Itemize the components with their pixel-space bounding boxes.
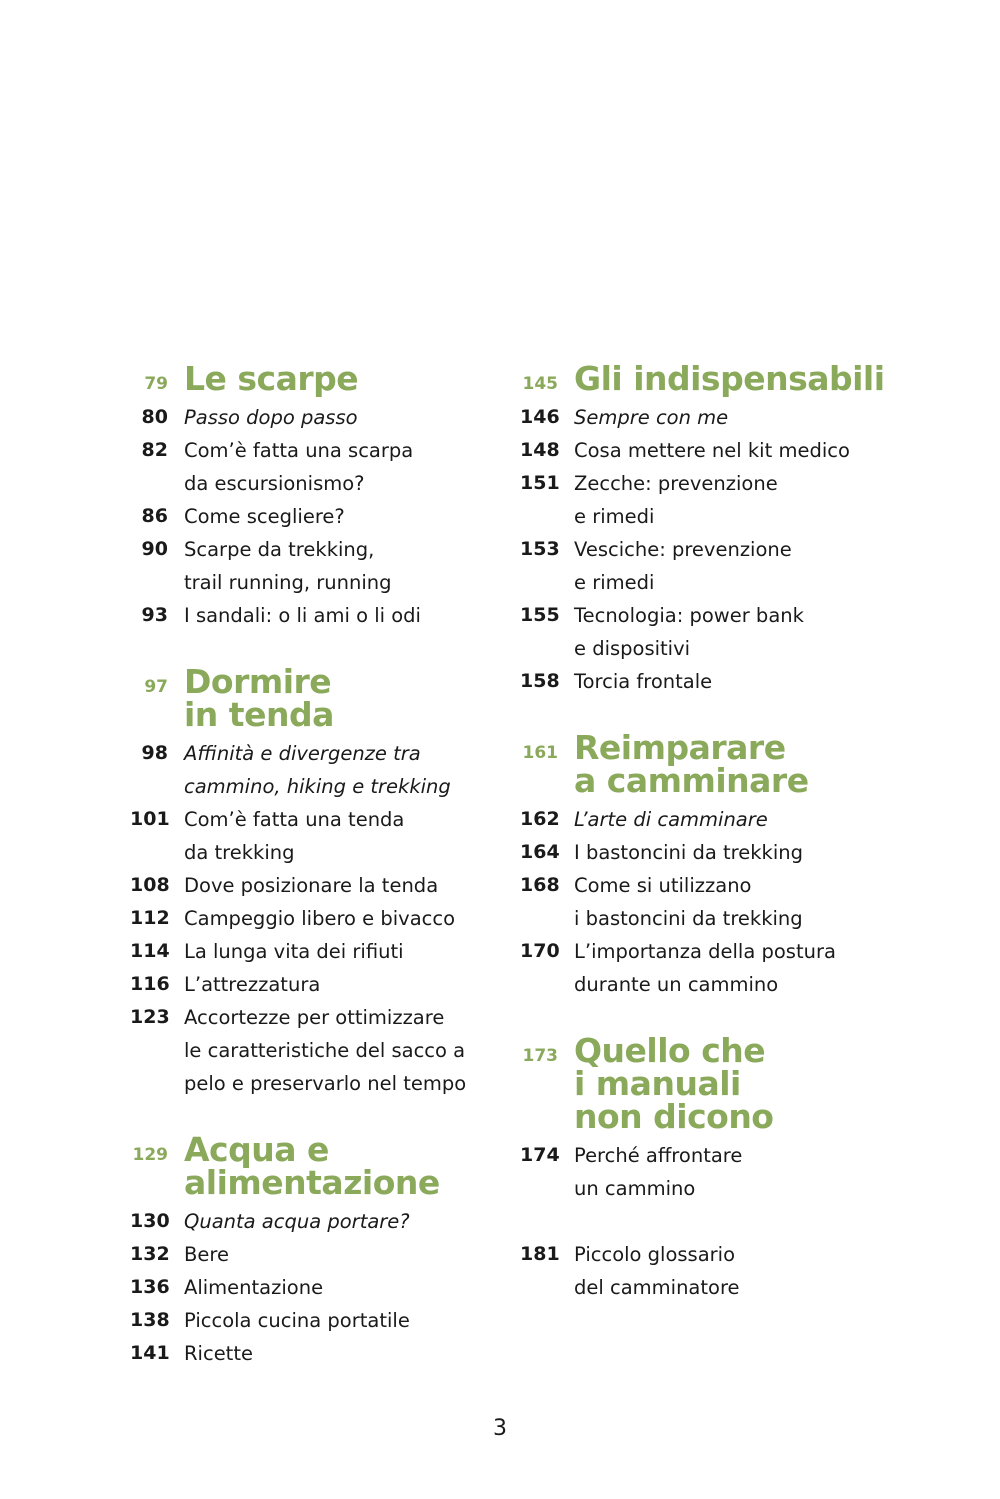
section-title: Acqua e alimentazione bbox=[184, 1130, 440, 1202]
entry-title: Vesciche: prevenzione e rimedi bbox=[574, 538, 792, 594]
entry-page-number: 155 bbox=[520, 604, 560, 626]
section-heading[interactable] bbox=[130, 359, 510, 401]
toc-entry[interactable] bbox=[130, 401, 510, 434]
section-heading[interactable] bbox=[520, 1031, 920, 1139]
toc-section bbox=[520, 1031, 920, 1304]
entry-title: Sempre con me bbox=[574, 406, 729, 429]
toc-entry[interactable] bbox=[130, 1001, 510, 1100]
toc-entry[interactable] bbox=[130, 1238, 510, 1271]
entry-title: Bere bbox=[184, 1243, 229, 1266]
entry-page-number: 123 bbox=[130, 1006, 170, 1028]
toc-entry[interactable] bbox=[520, 467, 920, 533]
entry-page-number: 86 bbox=[141, 505, 168, 527]
spacer bbox=[520, 1205, 920, 1238]
section-page-number: 97 bbox=[144, 677, 168, 697]
entry-title: Accortezze per ottimizzare le caratteristiche del sacco a pelo e preservarlo nel tempo bbox=[184, 1006, 467, 1095]
entry-title: L’importanza della postura durante un cammino bbox=[574, 940, 836, 996]
entry-page-number: 98 bbox=[141, 742, 168, 764]
entry-title: Piccolo glossario del camminatore bbox=[574, 1243, 740, 1299]
section-heading[interactable] bbox=[520, 359, 920, 401]
toc-entry[interactable] bbox=[520, 599, 920, 665]
entry-page-number: 162 bbox=[520, 808, 560, 830]
entry-page-number: 116 bbox=[130, 973, 170, 995]
toc-entry[interactable] bbox=[130, 1337, 510, 1370]
toc-entry[interactable] bbox=[130, 434, 510, 500]
toc-entry[interactable] bbox=[130, 869, 510, 902]
entry-title: Come scegliere? bbox=[184, 505, 345, 528]
entry-title: Perché affrontare un cammino bbox=[574, 1144, 743, 1200]
entry-page-number: 130 bbox=[130, 1210, 170, 1232]
toc-entry[interactable] bbox=[520, 869, 920, 935]
toc-entry[interactable] bbox=[130, 533, 510, 599]
toc-entry[interactable] bbox=[520, 803, 920, 836]
entry-page-number: 148 bbox=[520, 439, 560, 461]
entry-page-number: 108 bbox=[130, 874, 170, 896]
entry-title: Cosa mettere nel kit medico bbox=[574, 439, 850, 462]
entry-title: Campeggio libero e bivacco bbox=[184, 907, 456, 930]
section-page-number: 161 bbox=[522, 743, 558, 763]
entry-title: Affinità e divergenze tra cammino, hiking e trekking bbox=[184, 742, 451, 798]
entry-page-number: 80 bbox=[141, 406, 168, 428]
entry-page-number: 168 bbox=[520, 874, 560, 896]
toc-section bbox=[130, 662, 510, 1100]
entry-title: I sandali: o li ami o li odi bbox=[184, 604, 421, 627]
toc-section bbox=[520, 359, 920, 698]
entry-title: Ricette bbox=[184, 1342, 253, 1365]
toc-entry[interactable] bbox=[130, 803, 510, 869]
entry-title: L’arte di camminare bbox=[574, 808, 768, 831]
entry-page-number: 181 bbox=[520, 1243, 560, 1265]
toc-entry[interactable] bbox=[520, 836, 920, 869]
toc-entry[interactable] bbox=[520, 401, 920, 434]
toc-entry[interactable] bbox=[520, 533, 920, 599]
section-heading[interactable] bbox=[520, 728, 920, 803]
entry-page-number: 174 bbox=[520, 1144, 560, 1166]
entry-title: Dove posizionare la tenda bbox=[184, 874, 439, 897]
toc-section bbox=[130, 1130, 510, 1370]
toc-entry[interactable] bbox=[130, 1271, 510, 1304]
entry-title: La lunga vita dei rifiuti bbox=[184, 940, 404, 963]
section-page-number: 129 bbox=[132, 1145, 168, 1165]
toc-entry[interactable] bbox=[520, 1238, 920, 1304]
toc-right-column bbox=[520, 359, 920, 1337]
entry-page-number: 82 bbox=[141, 439, 168, 461]
entry-page-number: 146 bbox=[520, 406, 560, 428]
section-title: Quello che i manuali non dicono bbox=[574, 1031, 774, 1136]
entry-page-number: 93 bbox=[141, 604, 168, 626]
entry-title: Quanta acqua portare? bbox=[184, 1210, 410, 1233]
toc-left-column bbox=[130, 359, 510, 1403]
section-page-number: 79 bbox=[144, 374, 168, 394]
section-title: Reimparare a camminare bbox=[574, 728, 809, 800]
entry-title: Tecnologia: power bank e dispositivi bbox=[574, 604, 804, 660]
section-page-number: 145 bbox=[522, 374, 558, 394]
section-title: Dormire in tenda bbox=[184, 662, 334, 734]
entry-title: Com’è fatta una tenda da trekking bbox=[184, 808, 405, 864]
page-number: 3 bbox=[493, 1416, 507, 1441]
entry-page-number: 138 bbox=[130, 1309, 170, 1331]
toc-entry[interactable] bbox=[130, 1205, 510, 1238]
toc-entry[interactable] bbox=[520, 434, 920, 467]
toc-entry[interactable] bbox=[520, 1139, 920, 1205]
entry-page-number: 101 bbox=[130, 808, 170, 830]
toc-entry[interactable] bbox=[130, 935, 510, 968]
toc-entry[interactable] bbox=[130, 737, 510, 803]
entry-title: L’attrezzatura bbox=[184, 973, 321, 996]
entry-page-number: 90 bbox=[141, 538, 168, 560]
entry-page-number: 136 bbox=[130, 1276, 170, 1298]
section-page-number: 173 bbox=[522, 1046, 558, 1066]
toc-section bbox=[130, 359, 510, 632]
entry-title: Come si utilizzano i bastoncini da trekking bbox=[574, 874, 803, 930]
entry-page-number: 114 bbox=[130, 940, 170, 962]
entry-page-number: 153 bbox=[520, 538, 560, 560]
section-title: Le scarpe bbox=[184, 359, 359, 398]
entry-title: Alimentazione bbox=[184, 1276, 324, 1299]
entry-title: Com’è fatta una scarpa da escursionismo? bbox=[184, 439, 414, 495]
entry-page-number: 158 bbox=[520, 670, 560, 692]
entry-page-number: 141 bbox=[130, 1342, 170, 1364]
section-heading[interactable] bbox=[130, 1130, 510, 1205]
entry-page-number: 151 bbox=[520, 472, 560, 494]
toc-entry[interactable] bbox=[130, 902, 510, 935]
toc-entry[interactable] bbox=[520, 935, 920, 1001]
toc-entry[interactable] bbox=[130, 599, 510, 632]
entry-page-number: 170 bbox=[520, 940, 560, 962]
entry-page-number: 132 bbox=[130, 1243, 170, 1265]
entry-title: Piccola cucina portatile bbox=[184, 1309, 410, 1332]
section-title: Gli indispensabili bbox=[574, 359, 885, 398]
toc-entry[interactable] bbox=[130, 500, 510, 533]
entry-title: Zecche: prevenzione e rimedi bbox=[574, 472, 778, 528]
section-heading[interactable] bbox=[130, 662, 510, 737]
toc-entry[interactable] bbox=[130, 968, 510, 1001]
entry-page-number: 112 bbox=[130, 907, 170, 929]
entry-title: Passo dopo passo bbox=[184, 406, 358, 429]
entry-page-number: 164 bbox=[520, 841, 560, 863]
entry-title: Scarpe da trekking, trail running, running bbox=[184, 538, 392, 594]
entry-title: I bastoncini da trekking bbox=[574, 841, 803, 864]
entry-title: Torcia frontale bbox=[574, 670, 713, 693]
toc-section bbox=[520, 728, 920, 1001]
toc-entry[interactable] bbox=[130, 1304, 510, 1337]
toc-entry[interactable] bbox=[520, 665, 920, 698]
